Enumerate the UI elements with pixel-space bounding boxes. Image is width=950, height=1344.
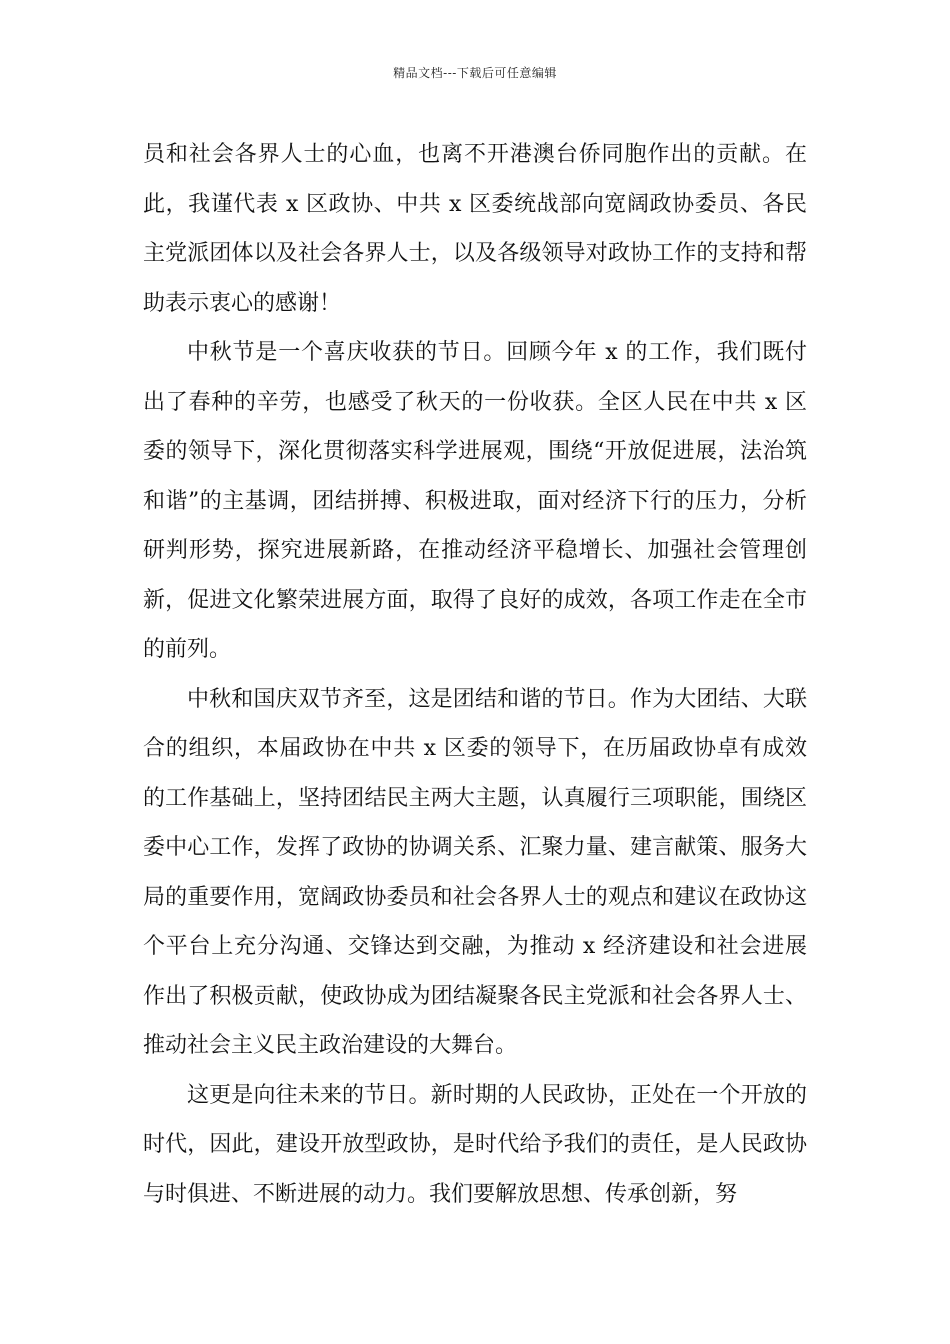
document-body (143, 130, 807, 1219)
paragraph-continued: 员和社会各界人士的心血，也离不开港澳台侨同胞作出的贡献。在此，我谨代表 x 区政协、中共 x 区委统战部向宽阔政协委员、各民主党派团体以及社会各界人士，以及各级领导对政协工作的支持和帮助表示衷心的感谢！ (143, 142, 807, 316)
paragraph: 中秋和国庆双节齐至，这是团结和谐的节日。作为大团结、大联合的组织，本届政协在中共 x 区委的领导下，在历届政协卓有成效的工作基础上，坚持团结民主两大主题，认真履行三项职能，围绕区委中心工作，发挥了政协的协调关系、汇聚力量、建言献策、服务大局的重要作用，宽阔政协委员和社会各界人士的观点和建议在政协这个平台上充分沟通、交锋达到交融，为推动 x 经济建设和社会进展作出了积极贡献，使政协成为团结凝聚各民主党派和社会各界人士、推动社会主义民主政治建设的大舞台。 (143, 686, 807, 1058)
paragraph: 中秋节是一个喜庆收获的节日。回顾今年 x 的工作，我们既付出了春种的辛劳，也感受了秋天的一份收获。全区人民在中共 x 区委的领导下，深化贯彻落实科学进展观，围绕“开放促进展，法治筑和谐”的主基调，团结拼搏、积极进取，面对经济下行的压力，分析研判形势，探究进展新路，在推动经济平稳增长、加强社会管理创新，促进文化繁荣进展方面，取得了良好的成效，各项工作走在全市的前列。 (143, 340, 807, 662)
page-header: 精品文档---下载后可任意编辑 (393, 66, 557, 80)
paragraph: 这更是向往未来的节日。新时期的人民政协，正处在一个开放的时代，因此，建设开放型政协，是时代给予我们的责任，是人民政协与时俱进、不断进展的动力。我们要解放思想、传承创新，努 (143, 1082, 807, 1207)
